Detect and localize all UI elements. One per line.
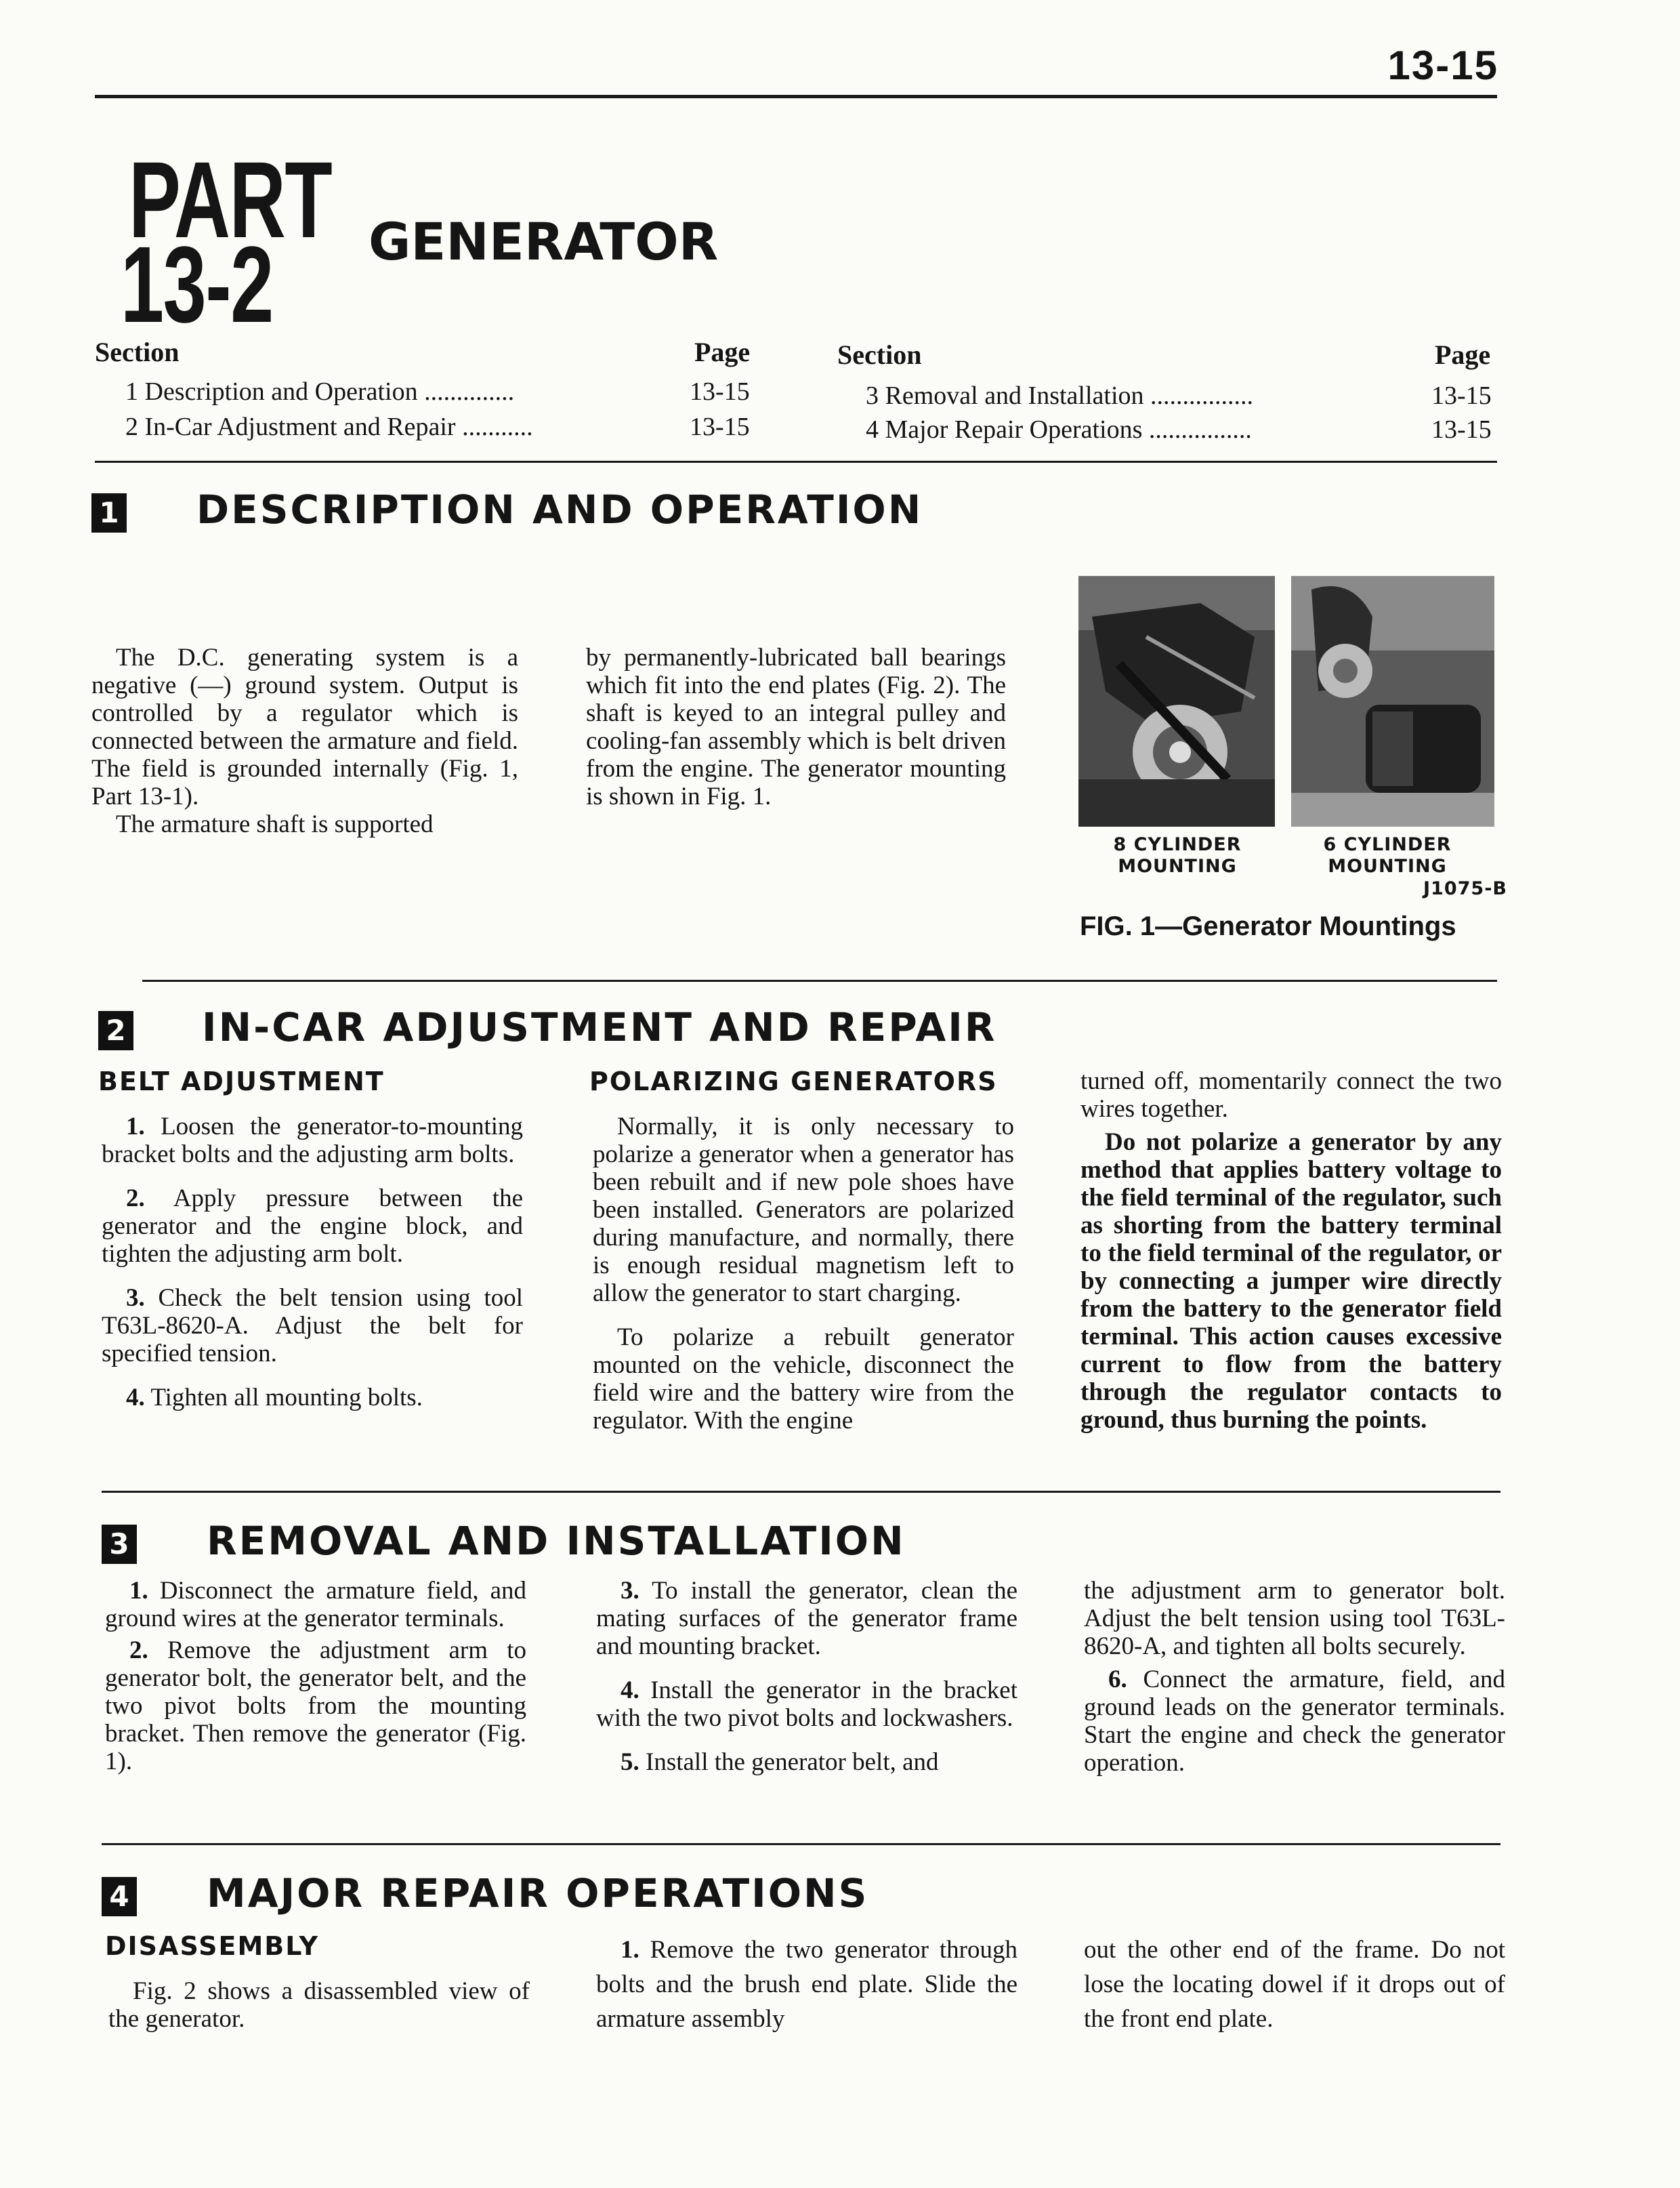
toc-entry-page: 13-15 bbox=[1431, 415, 1492, 444]
toc-rule bbox=[95, 461, 1497, 463]
paragraph: The armature shaft is supported bbox=[116, 810, 434, 838]
toc-leader-dots: ................ bbox=[1148, 415, 1252, 444]
figure-code: J1075-B bbox=[1423, 878, 1507, 899]
paragraph: by permanently-lubricated ball bearings which fit into the end plates (Fig. 2). The shaft is keyed to an integral pulley and cooling-fan assembly which is belt driven from the engine. The generator mounting is shown in Fig. 1. bbox=[586, 644, 1006, 810]
procedure-step: 5. Install the generator belt, and bbox=[621, 1748, 939, 1776]
paragraph: the adjustment arm to generator bolt. Adjust the belt tension using tool T63L-8620-A, and tighten all bolts securely. bbox=[1084, 1577, 1505, 1660]
section-badge-1: 1 bbox=[91, 493, 127, 533]
subsection-title-polarizing: POLARIZING GENERATORS bbox=[589, 1067, 998, 1096]
section-badge-3: 3 bbox=[102, 1525, 137, 1564]
toc-entry-label: 4 Major Repair Operations bbox=[866, 415, 1143, 444]
figure-label-8-cylinder: 8 CYLINDER MOUNTING bbox=[1113, 834, 1242, 877]
eight-cylinder-mounting-photo bbox=[1078, 576, 1275, 827]
toc-entry-page: 13-15 bbox=[690, 377, 750, 406]
section-badge-2: 2 bbox=[98, 1011, 133, 1050]
s2-column-2 bbox=[593, 1113, 1014, 1451]
s1-column-2 bbox=[586, 644, 1006, 827]
procedure-step: 4. Tighten all mounting bolts. bbox=[126, 1384, 423, 1411]
paragraph: Normally, it is only necessary to polarize a generator when a generator has been rebuilt and if new pole shoes have been installed. Generators are polarized during manufacture, and normally, there is enough residual magnetism left to allow the generator to start charging. bbox=[593, 1113, 1014, 1307]
paragraph: Fig. 2 shows a disassembled view of the generator. bbox=[108, 1977, 530, 2033]
toc-entry-page: 13-15 bbox=[690, 413, 750, 441]
procedure-step: 1. Loosen the generator-to-mounting bracket bolts and the adjusting arm bolts. bbox=[102, 1113, 524, 1168]
figure-label-6-cylinder: 6 CYLINDER MOUNTING bbox=[1323, 834, 1452, 877]
warning-paragraph: Do not polarize a generator by any method that applies battery voltage to the field terminal of the regulator, such as shorting from the battery terminal to the field terminal of the regulator, or by connecting a jumper wire directly from the battery to the generator field terminal. This action causes excessive current to flow from the battery through the regulator contacts to ground, thus burning the points. bbox=[1080, 1128, 1502, 1434]
section-title-2: IN-CAR ADJUSTMENT AND REPAIR bbox=[202, 1004, 997, 1050]
procedure-step: 1. Remove the two generator through bolts and the brush end plate. Slide the armature assembly bbox=[596, 1936, 1017, 2033]
section-rule bbox=[102, 1843, 1500, 1845]
subsection-title-belt-adjustment: BELT ADJUSTMENT bbox=[98, 1067, 385, 1096]
s4-column-1 bbox=[108, 1977, 530, 2049]
toc-page-header: Page bbox=[694, 337, 751, 367]
procedure-step: 1. Disconnect the armature field, and ground wires at the generator terminals. bbox=[105, 1577, 527, 1632]
toc-leader-dots: ................ bbox=[1150, 381, 1254, 410]
procedure-step: 6. Connect the armature, field, and ground leads on the generator terminals. Start the engine and check the generator operation. bbox=[1084, 1666, 1506, 1777]
part-label: PART bbox=[129, 139, 332, 260]
s3-column-2 bbox=[596, 1577, 1017, 1792]
procedure-step: 2. Remove the adjustment arm to generator bolt, the generator belt, and the two pivot bolts from the mounting bracket. Then remove the generator (Fig. 1). bbox=[105, 1636, 527, 1775]
six-cylinder-mounting-photo bbox=[1291, 576, 1494, 827]
toc-entry[interactable] bbox=[866, 381, 1253, 411]
s1-column-1 bbox=[91, 644, 518, 854]
s4-column-2 bbox=[596, 1933, 1017, 2052]
toc-page-header-2: Page bbox=[1435, 339, 1491, 370]
part-title: GENERATOR bbox=[369, 211, 719, 272]
procedure-step: 2. Apply pressure between the generator and the engine block, and tighten the adjusting arm bolt. bbox=[102, 1184, 523, 1268]
toc-leader-dots: .............. bbox=[424, 377, 515, 406]
toc-section-header-2: Section bbox=[837, 339, 922, 370]
toc-leader-dots: ........... bbox=[462, 413, 533, 441]
procedure-step: 3. Check the belt tension using tool T63L-8620-A. Adjust the belt for specified tension. bbox=[102, 1284, 524, 1367]
header-rule bbox=[95, 95, 1497, 98]
s2-column-3 bbox=[1080, 1067, 1502, 1450]
toc-entry-label: 2 In-Car Adjustment and Repair bbox=[125, 413, 456, 441]
section-rule bbox=[142, 980, 1497, 982]
toc-entry-label: 1 Description and Operation bbox=[125, 377, 418, 406]
section-badge-4: 4 bbox=[102, 1877, 137, 1916]
s3-column-3 bbox=[1084, 1577, 1505, 1793]
section-title-1: DESCRIPTION AND OPERATION bbox=[196, 487, 923, 533]
page-number: 13-15 bbox=[1387, 43, 1498, 88]
part-number: 13-2 bbox=[121, 224, 273, 345]
section-rule bbox=[102, 1491, 1500, 1493]
toc-section-header: Section bbox=[95, 337, 180, 367]
toc-entry[interactable] bbox=[125, 412, 533, 442]
toc-entry-page: 13-15 bbox=[1431, 381, 1492, 410]
section-title-3: REMOVAL AND INSTALLATION bbox=[207, 1518, 906, 1564]
s3-column-1 bbox=[105, 1577, 526, 1792]
procedure-step: 4. Install the generator in the bracket with the two pivot bolts and lockwashers. bbox=[596, 1676, 1017, 1732]
section-title-4: MAJOR REPAIR OPERATIONS bbox=[207, 1870, 869, 1916]
paragraph: turned off, momentarily connect the two wires together. bbox=[1080, 1067, 1502, 1123]
subsection-title-disassembly: DISASSEMBLY bbox=[105, 1931, 320, 1961]
paragraph: out the other end of the frame. Do not lose the locating dowel if it drops out of the front end plate. bbox=[1084, 1936, 1505, 2033]
procedure-step: 3. To install the generator, clean the mating surfaces of the generator frame and mounting bracket. bbox=[596, 1577, 1017, 1660]
toc-entry-label: 3 Removal and Installation bbox=[866, 381, 1144, 410]
paragraph: To polarize a rebuilt generator mounted on the vehicle, disconnect the field wire and the battery wire from the regulator. With the engine bbox=[593, 1323, 1014, 1434]
toc-entry[interactable] bbox=[866, 415, 1252, 445]
figure-caption: FIG. 1—Generator Mountings bbox=[1080, 911, 1456, 941]
s2-column-1 bbox=[102, 1113, 523, 1428]
s4-column-3 bbox=[1084, 1933, 1505, 2052]
paragraph: The D.C. generating system is a negative (—) ground system. Output is controlled by a regulator which is connected between the armature and field. The field is grounded internally (Fig. 1, Part 13-1). bbox=[91, 644, 518, 810]
toc-entry[interactable] bbox=[125, 377, 514, 407]
